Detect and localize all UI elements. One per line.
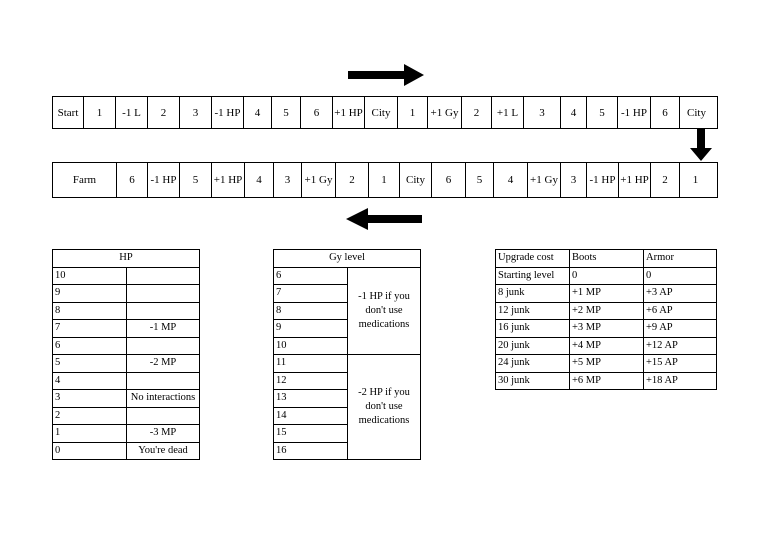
upgrade-cost: 16 junk: [496, 320, 570, 338]
boots-value: +5 MP: [570, 355, 644, 373]
arrow-right-icon: [348, 64, 426, 86]
upgrade-cost: 12 junk: [496, 302, 570, 320]
upgrade-table: [495, 249, 717, 390]
track-cell: 1: [369, 163, 400, 197]
track-cell: 2: [651, 163, 680, 197]
hp-effect: [127, 285, 200, 303]
hp-level: 9: [53, 285, 127, 303]
track-cell: 6: [117, 163, 148, 197]
track-cell: 3: [524, 97, 561, 128]
gy-level: 8: [274, 302, 348, 320]
column-header: Upgrade cost: [496, 250, 570, 268]
gy-effect-2: -2 HP if you don't use medications: [348, 355, 421, 460]
track-cell: +1 Gy: [428, 97, 462, 128]
table-row: [496, 302, 717, 320]
track-cell: +1 HP: [333, 97, 365, 128]
armor-value: +6 AP: [644, 302, 717, 320]
table-row: [53, 442, 200, 460]
upgrade-cost: Starting level: [496, 267, 570, 285]
armor-value: +3 AP: [644, 285, 717, 303]
hp-effect: -3 MP: [127, 425, 200, 443]
track-cell: +1 Gy: [528, 163, 561, 197]
track-cell: -1 HP: [148, 163, 180, 197]
armor-value: +18 AP: [644, 372, 717, 390]
table-row: [496, 285, 717, 303]
hp-level: 10: [53, 267, 127, 285]
armor-value: 0: [644, 267, 717, 285]
table-row: [496, 267, 717, 285]
table-row: [53, 372, 200, 390]
boots-value: +1 MP: [570, 285, 644, 303]
table-row: [53, 337, 200, 355]
gy-level: 12: [274, 372, 348, 390]
track-cell: 5: [180, 163, 212, 197]
hp-table-title: HP: [53, 250, 200, 268]
track-cell: +1 L: [492, 97, 524, 128]
hp-level: 3: [53, 390, 127, 408]
hp-effect: [127, 267, 200, 285]
table-row: [53, 267, 200, 285]
track-cell: 4: [494, 163, 528, 197]
track-cell: 1: [692, 174, 699, 186]
table-row: [53, 425, 200, 443]
track-cell: 5: [587, 97, 618, 128]
table-row: [496, 372, 717, 390]
boots-value: +6 MP: [570, 372, 644, 390]
track-cell: 5: [272, 97, 301, 128]
table-row: [53, 285, 200, 303]
hp-effect: -2 MP: [127, 355, 200, 373]
track-cell: 6: [301, 97, 333, 128]
track-cell: 2: [148, 97, 180, 128]
track-cell: 1: [398, 97, 428, 128]
gy-level: 9: [274, 320, 348, 338]
track-cell: 2: [462, 97, 492, 128]
upgrade-cost: 8 junk: [496, 285, 570, 303]
hp-level: 6: [53, 337, 127, 355]
track-cell: Farm: [53, 163, 117, 197]
track-cell: -1 HP: [212, 97, 244, 128]
arrow-left-icon: [346, 208, 424, 230]
hp-level: 7: [53, 320, 127, 338]
armor-value: +12 AP: [644, 337, 717, 355]
column-header: Armor: [644, 250, 717, 268]
track-cell: 4: [561, 97, 587, 128]
track-cell: +1 HP: [619, 163, 651, 197]
hp-effect: [127, 372, 200, 390]
track-cell: City: [687, 106, 706, 119]
hp-level: 8: [53, 302, 127, 320]
track-cell: 2: [336, 163, 369, 197]
track-cell: +1 HP: [212, 163, 245, 197]
table-row: [53, 320, 200, 338]
hp-effect: No interactions: [127, 390, 200, 408]
arrow-down-icon: [690, 128, 712, 162]
column-header: Boots: [570, 250, 644, 268]
track-cell: City: [400, 163, 432, 197]
track-cell: -1 HP: [587, 163, 619, 197]
boots-value: +4 MP: [570, 337, 644, 355]
track-cell: 3: [561, 163, 587, 197]
hp-effect: You're dead: [127, 442, 200, 460]
table-row: [53, 355, 200, 373]
upgrade-cost: 20 junk: [496, 337, 570, 355]
table-row: [496, 337, 717, 355]
hp-level: 1: [53, 425, 127, 443]
gy-level: 15: [274, 425, 348, 443]
gy-level: 7: [274, 285, 348, 303]
gy-level: 6: [274, 267, 348, 285]
board-track-bottom: [52, 162, 718, 198]
hp-table: [52, 249, 200, 460]
table-row: [53, 407, 200, 425]
track-cell: -1 HP: [618, 97, 651, 128]
table-row: [496, 355, 717, 373]
gy-level-table: [273, 249, 421, 460]
hp-level: 0: [53, 442, 127, 460]
table-row: [274, 355, 421, 373]
track-cell: 5: [466, 163, 494, 197]
armor-value: +15 AP: [644, 355, 717, 373]
track-cell: 4: [245, 163, 274, 197]
track-cell: 3: [274, 163, 302, 197]
table-row: [53, 302, 200, 320]
upgrade-cost: 30 junk: [496, 372, 570, 390]
hp-level: 5: [53, 355, 127, 373]
table-row: [274, 267, 421, 285]
hp-effect: [127, 337, 200, 355]
gy-effect-1: -1 HP if you don't use medications: [348, 267, 421, 355]
hp-effect: [127, 407, 200, 425]
table-row: [496, 320, 717, 338]
armor-value: +9 AP: [644, 320, 717, 338]
hp-level: 4: [53, 372, 127, 390]
gy-level: 11: [274, 355, 348, 373]
table-header-row: [496, 250, 717, 268]
boots-value: +2 MP: [570, 302, 644, 320]
boots-value: +3 MP: [570, 320, 644, 338]
board-track-top: [52, 96, 718, 129]
track-cell: 4: [244, 97, 272, 128]
hp-effect: [127, 302, 200, 320]
track-cell: 6: [651, 97, 680, 128]
gy-level: 13: [274, 390, 348, 408]
track-cell: City: [365, 97, 398, 128]
track-cell: Start: [53, 97, 84, 128]
table-row: [53, 390, 200, 408]
gy-level: 10: [274, 337, 348, 355]
boots-value: 0: [570, 267, 644, 285]
gy-table-title: Gy level: [274, 250, 421, 268]
track-cell: 1: [84, 97, 116, 128]
gy-level: 14: [274, 407, 348, 425]
track-cell: +1 Gy: [302, 163, 336, 197]
track-cell: -1 L: [116, 97, 148, 128]
track-cell: 6: [432, 163, 466, 197]
hp-effect: -1 MP: [127, 320, 200, 338]
hp-level: 2: [53, 407, 127, 425]
gy-level: 16: [274, 442, 348, 460]
upgrade-cost: 24 junk: [496, 355, 570, 373]
track-cell: 3: [180, 97, 212, 128]
